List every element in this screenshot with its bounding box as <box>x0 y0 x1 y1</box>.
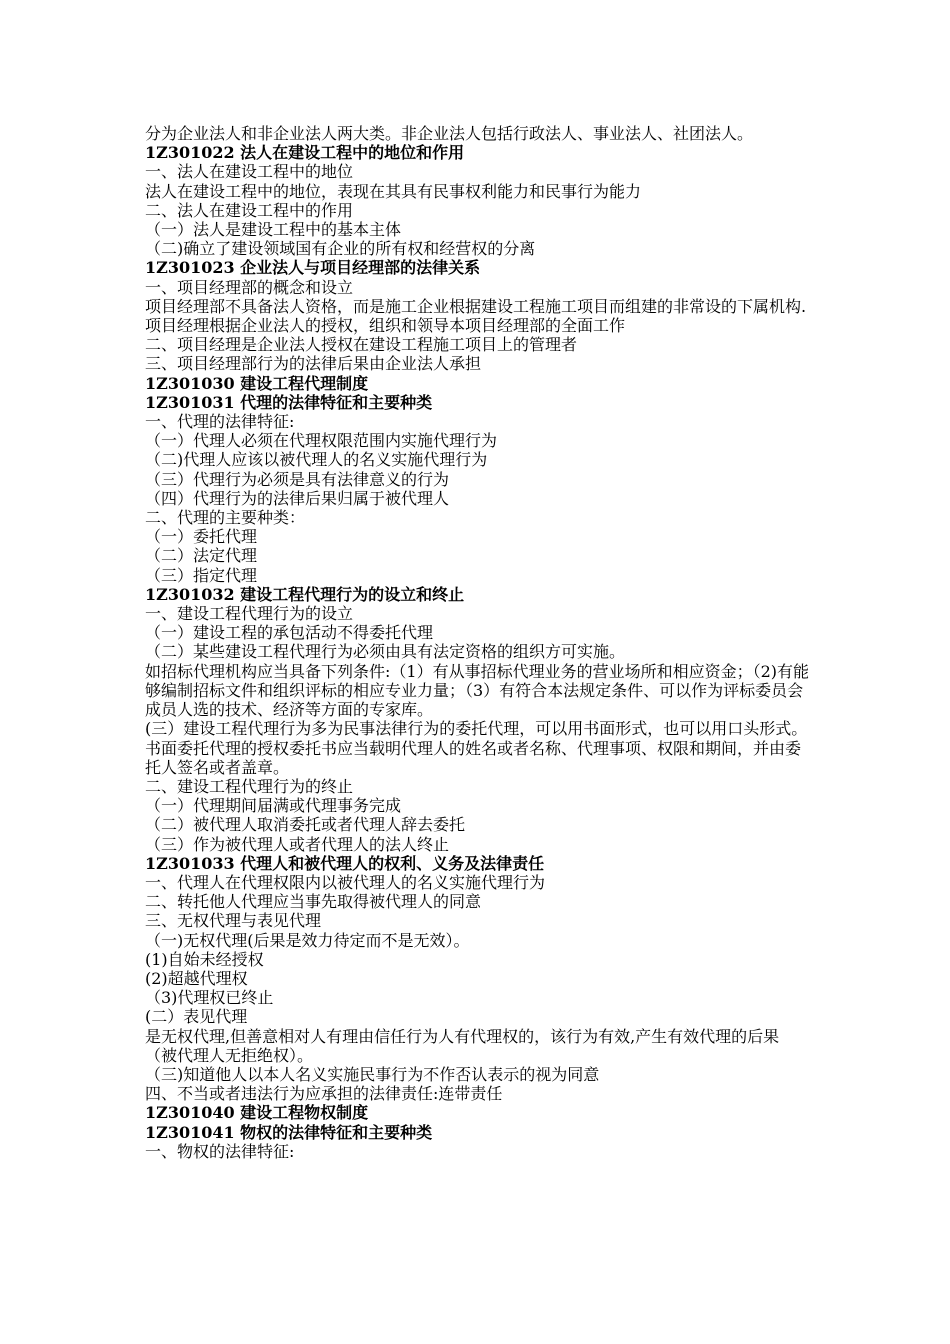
list-item: （二）某些建设工程代理行为必须由具有法定资格的组织方可实施。 <box>145 642 626 662</box>
subheading: 一、代理人在代理权限内以被代理人的名义实施代理行为 <box>145 872 546 892</box>
list-item: （一）法人是建设工程中的基本主体 <box>145 220 402 240</box>
list-item: （三）指定代理 <box>145 565 258 585</box>
section-heading: 1Z301030 建设工程代理制度 <box>145 373 369 393</box>
subheading: 二、转托他人代理应当事先取得被代理人的同意 <box>145 892 482 912</box>
subheading: 二、法人在建设工程中的作用 <box>145 200 354 220</box>
list-item: （二)确立了建设领域国有企业的所有权和经营权的分离 <box>145 239 536 259</box>
list-item: （三)知道他人以本人名义实施民事行为不作否认表示的视为同意 <box>145 1064 600 1084</box>
list-item: （一）委托代理 <box>145 527 258 547</box>
subheading: 三、无权代理与表见代理 <box>145 911 322 931</box>
subheading: 二、代理的主要种类： <box>145 508 306 528</box>
list-item: （二)代理人应该以被代理人的名义实施代理行为 <box>145 450 488 470</box>
list-item: （三）代理行为必须是具有法律意义的行为 <box>145 469 450 489</box>
section-heading: 1Z301040 建设工程物权制度 <box>145 1103 369 1123</box>
list-item: （二）被代理人取消委托或者代理人辞去委托 <box>145 815 466 835</box>
paragraph: 法人在建设工程中的地位，表现在其具有民事权利能力和民事行为能力 <box>145 181 642 201</box>
paragraph: 分为企业法人和非企业法人两大类。非企业法人包括行政法人、事业法人、社团法人。 <box>145 124 754 143</box>
list-item: (二）表见代理 <box>145 1007 248 1027</box>
subheading: 二、建设工程代理行为的终止 <box>145 776 354 796</box>
list-item: （一）代理期间届满或代理事务完成 <box>145 796 402 816</box>
section-heading: 1Z301031 代理的法律特征和主要种类 <box>145 392 433 412</box>
list-item: （四）代理行为的法律后果归属于被代理人 <box>145 488 450 508</box>
list-item: （三）作为被代理人或者代理人的法人终止 <box>145 834 450 854</box>
list-item: (2)超越代理权 <box>145 968 248 988</box>
list-item: （二）法定代理 <box>145 546 258 566</box>
list-item: (1)自始未经授权 <box>145 949 264 969</box>
subheading: 一、物权的法律特征: <box>145 1141 295 1161</box>
paragraph: 如招标代理机构应当具备下列条件:（1）有从事招标代理业务的营业场所和相应资金；（2)有能够编制招标文件和组织评标的相应专业力量；（3）有符合本法规定条件、可以作为评标委员会成员人选的技术、经济等方面的专家库。 <box>145 661 809 720</box>
section-heading: 1Z301023 企业法人与项目经理部的法律关系 <box>145 258 481 278</box>
subheading: 一、法人在建设工程中的地位 <box>145 162 354 182</box>
section-heading: 1Z301032 建设工程代理行为的设立和终止 <box>145 584 465 604</box>
section-heading: 1Z301022 法人在建设工程中的地位和作用 <box>145 143 465 163</box>
subheading: 二、项目经理是企业法人授权在建设工程施工项目上的管理者 <box>145 335 578 355</box>
list-item: （一）代理人必须在代理权限范围内实施代理行为 <box>145 431 498 451</box>
subheading: 一、代理的法律特征: <box>145 412 295 432</box>
subheading: 四、不当或者违法行为应承担的法律责任:连带责任 <box>145 1084 503 1104</box>
list-item: （3)代理权已终止 <box>145 988 274 1008</box>
paragraph: 书面委托代理的授权委托书应当载明代理人的姓名或者名称、代理事项、权限和期间，并由委托人签名或者盖章。 <box>145 738 802 777</box>
subheading: 一、项目经理部的概念和设立 <box>145 277 354 297</box>
list-item: （一)无权代理(后果是效力待定而不是无效）。 <box>145 930 470 950</box>
paragraph: 项目经理部不具备法人资格，而是施工企业根据建设工程施工项目而组建的非常设的下属机构.项目经理根据企业法人的授权，组织和领导本项目经理部的全面工作 <box>145 296 807 336</box>
section-heading: 1Z301033 代理人和被代理人的权利、义务及法律责任 <box>145 853 545 873</box>
subheading: 一、建设工程代理行为的设立 <box>145 604 354 624</box>
paragraph: 是无权代理,但善意相对人有理由信任行为人有代理权的，该行为有效,产生有效代理的后果（被代理人无拒绝权）。 <box>145 1026 780 1065</box>
subheading: 三、项目经理部行为的法律后果由企业法人承担 <box>145 354 482 374</box>
section-heading: 1Z301041 物权的法律特征和主要种类 <box>145 1122 433 1142</box>
document-page <box>145 124 810 1161</box>
paragraph: (三）建设工程代理行为多为民事法律行为的委托代理，可以用书面形式，也可以用口头形式。 <box>145 719 808 739</box>
list-item: （一）建设工程的承包活动不得委托代理 <box>145 623 434 643</box>
